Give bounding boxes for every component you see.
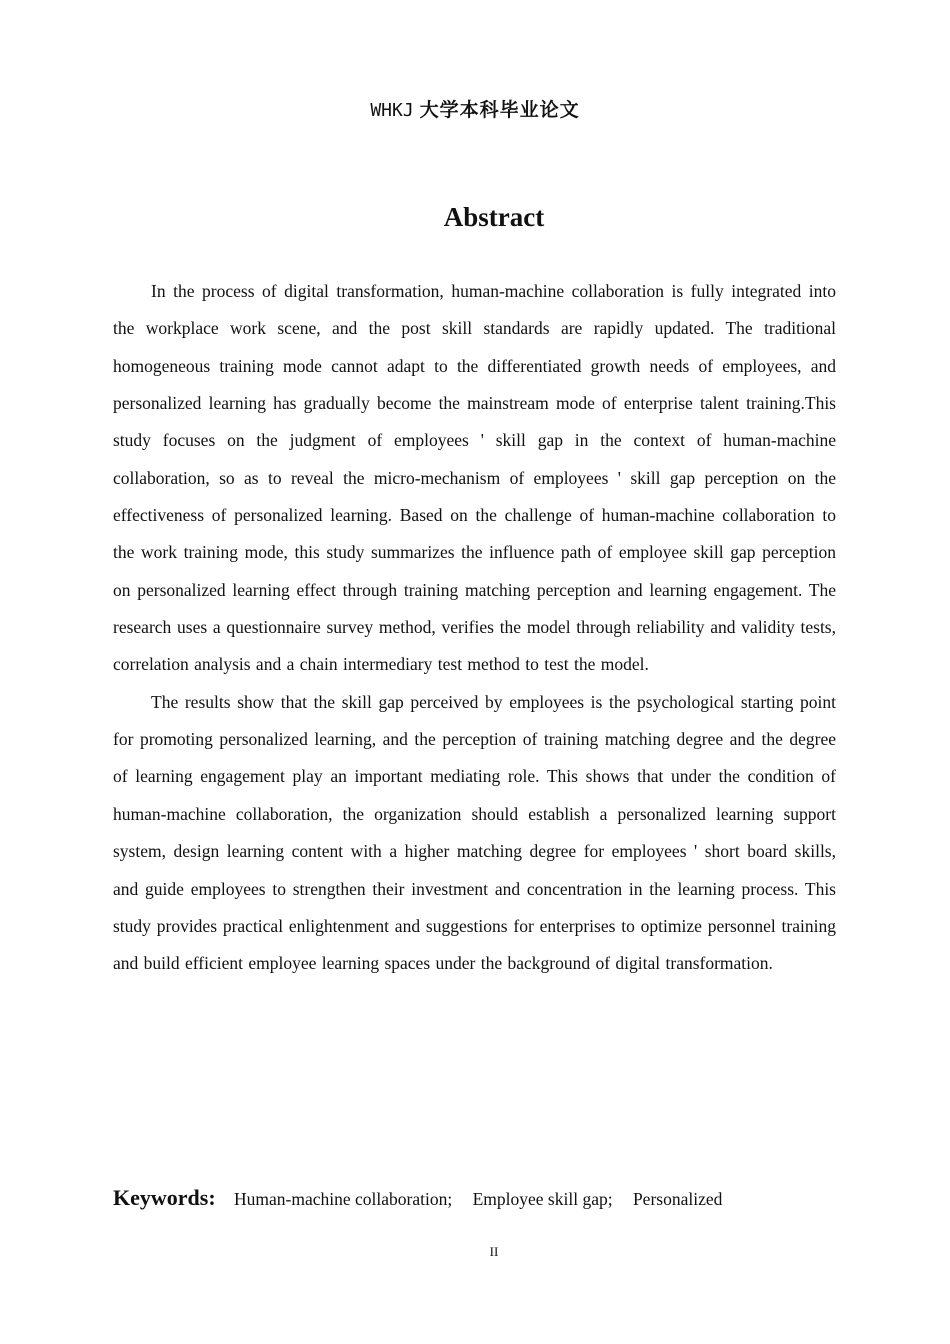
abstract-body — [113, 273, 836, 983]
running-header — [0, 97, 950, 124]
keywords-line — [113, 1180, 836, 1217]
keyword-item: Human-machine collaboration; — [234, 1189, 453, 1209]
header-thesis-label: 大学本科毕业论文 — [419, 99, 580, 121]
header-university-code: WHKJ — [370, 100, 414, 121]
keywords-label: Keywords: — [113, 1185, 216, 1210]
keyword-item: Personalized — [632, 1189, 723, 1209]
abstract-title: Abstract — [443, 202, 545, 232]
keyword-item: Employee skill gap; — [472, 1189, 613, 1209]
page-number: II — [489, 1244, 499, 1259]
abstract-paragraph: In the process of digital transformation, human-machine collaboration is fully integrated into the workplace work scene, and the post skill standards are rapidly updated. The traditional homogeneous training mode cannot adapt to the differentiated growth needs of employees, and personalized learning has gradually become the mainstream mode of enterprise talent training.This study focuses on the judgment of employees ' skill gap in the context of human-machine collaboration, so as to reveal the micro-mechanism of employees ' skill gap perception on the effectiveness of personalized learning. Based on the challenge of human-machine collaboration to the work training mode, this study summarizes the influence path of employee skill gap perception on personalized learning effect through training matching perception and learning engagement. The research uses a questionnaire survey method, verifies the model through reliability and validity tests, correlation analysis and a chain intermediary test method to test the model. — [113, 281, 836, 675]
abstract-paragraph: The results show that the skill gap perceived by employees is the psychological starting point for promoting personalized learning, and the perception of training matching degree and the degree of learning engagement play an important mediating role. This shows that under the condition of human-machine collaboration, the organization should establish a personalized learning support system, design learning content with a higher matching degree for employees ' short board skills, and guide employees to strengthen their investment and concentration in the learning process. This study provides practical enlightenment and suggestions for enterprises to optimize personnel training and build efficient employee learning spaces under the background of digital transformation. — [113, 691, 836, 974]
